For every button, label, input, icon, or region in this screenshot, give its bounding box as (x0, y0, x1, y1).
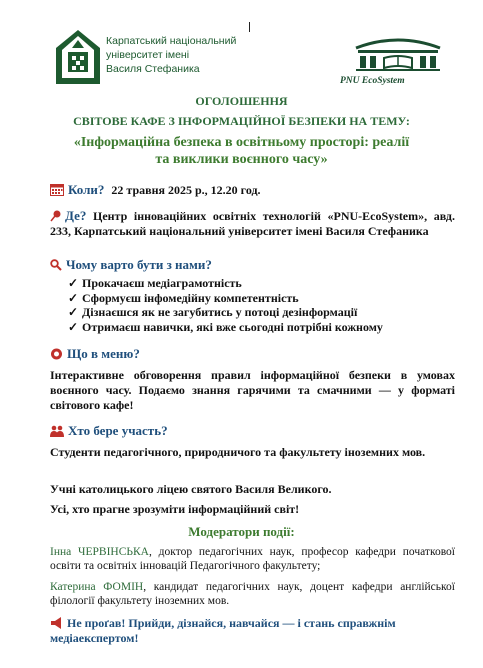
people-icon (50, 425, 64, 437)
where-label: Де? (65, 208, 87, 223)
why-list (68, 276, 383, 334)
event-topic: «Інформаційна безпека в освітньому просторі: реалії та виклики воєнного часу» (73, 135, 410, 167)
checkmark-icon: ✓ (68, 276, 79, 290)
moderators-title: Модератори події: (188, 524, 295, 539)
when-row (50, 182, 455, 198)
menu-heading: Що в меню? (67, 346, 140, 361)
university-name: Карпатський національний університет імені Василя Стефаника (106, 35, 237, 75)
magnifier-icon (50, 259, 62, 271)
participants-heading: Хто бере участь? (68, 423, 168, 438)
why-heading-row (50, 257, 455, 273)
where-row (50, 208, 455, 239)
moderator-1-text: , доктор педагогічних наук, професор кафедри початкової освіти та освітніх інновацій Педагогічного факультету; (50, 546, 455, 572)
checkmark-icon: ✓ (68, 319, 79, 334)
why-heading: Чому варто бути з нами? (66, 257, 212, 272)
when-label: Коли? (68, 182, 105, 197)
ecosystem-logo-icon (350, 34, 446, 74)
checkmark-icon: ✓ (68, 290, 79, 305)
closing-row (50, 616, 460, 646)
list-item: ✓ Сформуєш інфомедійну компетентність (68, 290, 299, 305)
where-value: Центр інноваційних освітніх технологій «PNU-EcoSystem», авд. 233, Карпатський національний університет імені Василя Стефаника (50, 209, 455, 238)
menu-heading-row (50, 346, 455, 362)
list-item: ✓ Отримаєш навички, які вже сьогодні потрібні кожному (68, 319, 383, 334)
moderator-1 (50, 545, 455, 573)
dish-icon (50, 348, 63, 360)
university-logo-icon (54, 28, 102, 86)
text-cursor (249, 22, 250, 32)
menu-text: Інтерактивне обговорення правил інформаційної безпеки в умовах воєнного часу. Подаємо знання гарячими та смачними — у форматі світового кафе! (50, 368, 455, 412)
event-subtitle: СВІТОВЕ КАФЕ З ІНФОРМАЦІЙНОЇ БЕЗПЕКИ НА ТЕМУ: (73, 114, 410, 128)
announcement-title: ОГОЛОШЕННЯ (195, 94, 288, 108)
megaphone-icon (50, 617, 63, 629)
closing-text: Не проґав! Прийди, дізнайся, навчайся — і стань справжнім медіаекспертом! (50, 616, 396, 645)
moderator-2 (50, 580, 455, 608)
moderator-2-text: , кандидат педагогічних наук, доцент кафедри англійської філології факультету іноземних мов. (50, 581, 455, 607)
list-item: ✓ Прокачаєш медіаграмотність (68, 276, 242, 290)
moderator-1-name: Інна ЧЕРВІНСЬКА (50, 546, 149, 558)
participants-students: Студенти педагогічного, природничого та факультету іноземних мов. (50, 445, 426, 459)
participants-lyceum: Учні католицького ліцею святого Василя Великого. (50, 482, 332, 496)
participants-all: Усі, хто прагне зрозуміти інформаційний світ! (50, 502, 300, 516)
participants-heading-row (50, 423, 455, 439)
page-header (0, 14, 483, 84)
list-item: ✓ Дізнаєшся як не загубитись у потоці дезінформації (68, 305, 358, 319)
calendar-icon (50, 183, 64, 196)
checkmark-icon: ✓ (68, 305, 79, 319)
pushpin-icon (50, 210, 61, 222)
ecosystem-caption: PNU EcoSystem (340, 76, 405, 86)
moderator-2-name: Катерина ФОМІН (50, 581, 144, 593)
when-value: 22 травня 2025 р., 12.20 год. (111, 183, 261, 197)
